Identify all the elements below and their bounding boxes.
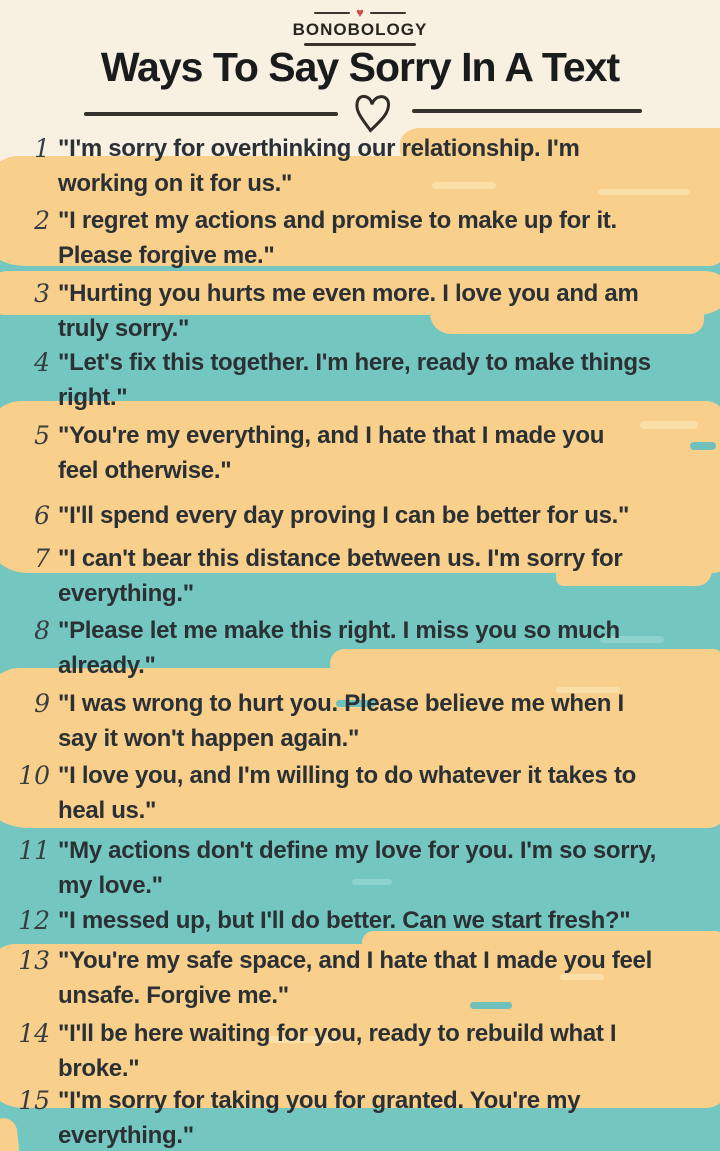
quote-text [58, 943, 652, 1013]
quote-text [58, 418, 604, 488]
quote-text [58, 345, 651, 415]
quote-line: "My actions don't define my love for you. I'm so sorry, [58, 837, 656, 864]
list-item [12, 498, 712, 533]
quote-line: "I can't bear this distance between us. I'm sorry for [58, 545, 623, 572]
quote-line: "I'm sorry for taking you for granted. You're my [58, 1087, 581, 1114]
quote-text [58, 1016, 616, 1086]
quote-line: "I was wrong to hurt you. Please believe me when I [58, 690, 624, 717]
item-number: 4 [34, 348, 50, 377]
list-item [12, 613, 712, 683]
item-number: 15 [18, 1086, 50, 1115]
list-item [12, 203, 712, 273]
quote-text [58, 758, 636, 828]
item-number: 14 [18, 1019, 50, 1048]
item-number: 9 [34, 689, 50, 718]
quote-line: Please forgive me." [58, 242, 275, 269]
quote-text [58, 613, 620, 683]
list-item [12, 541, 712, 611]
list-item [12, 758, 712, 828]
list-item [12, 276, 712, 346]
divider-rule-right [412, 109, 642, 113]
item-number: 1 [34, 134, 50, 163]
quote-line: "Hurting you hurts me even more. I love you and am [58, 280, 639, 307]
quote-text [58, 1083, 580, 1151]
quote-line: broke." [58, 1055, 140, 1082]
quote-line: "I regret my actions and promise to make up for it. [58, 207, 617, 234]
quote-line: "I'll spend every day proving I can be better for us." [58, 502, 630, 529]
quote-line: feel otherwise." [58, 457, 232, 484]
quote-text [58, 276, 639, 346]
list-item [12, 131, 712, 201]
quote-text [58, 541, 622, 611]
item-number: 12 [18, 906, 50, 935]
item-number: 7 [34, 544, 50, 573]
heart-icon: ♥ [356, 5, 364, 20]
quote-line: "You're my safe space, and I hate that I made you feel [58, 947, 652, 974]
quote-text [58, 203, 617, 273]
quote-text [58, 833, 656, 903]
divider-rule-left [84, 112, 338, 116]
quote-line: "I'll be here waiting for you, ready to rebuild what I [58, 1020, 617, 1047]
quote-line: "Let's fix this together. I'm here, ready to make things [58, 349, 651, 376]
logo-rule-left [314, 12, 350, 14]
list-item [12, 903, 712, 938]
quote-text [58, 131, 580, 201]
quote-line: say it won't happen again." [58, 725, 360, 752]
list-item [12, 686, 712, 756]
quote-line: truly sorry." [58, 315, 190, 342]
list-item [12, 1016, 712, 1086]
quote-line: right." [58, 384, 128, 411]
quote-text [58, 498, 629, 533]
quote-line: everything." [58, 1122, 194, 1149]
quote-line: unsafe. Forgive me." [58, 982, 289, 1009]
list-item [12, 943, 712, 1013]
page-title: Ways To Say Sorry In A Text [100, 44, 620, 90]
quote-line: "I love you, and I'm willing to do whatever it takes to [58, 762, 637, 789]
item-number: 3 [34, 279, 50, 308]
brand-name: BONOBOLOGY [292, 20, 428, 39]
quote-line: everything." [58, 580, 194, 607]
quote-text [58, 686, 624, 756]
quote-line: "I messed up, but I'll do better. Can we start fresh?" [58, 907, 631, 934]
quote-line: "Please let me make this right. I miss you so much [58, 617, 620, 644]
list-item [12, 418, 712, 488]
item-number: 13 [18, 946, 50, 975]
quote-line: heal us." [58, 797, 157, 824]
brand-logo [0, 7, 720, 46]
logo-rule-right [370, 12, 406, 14]
list-item [12, 833, 712, 903]
quote-line: "You're my everything, and I hate that I made you [58, 422, 605, 449]
list-item [12, 1083, 712, 1151]
quote-line: my love." [58, 872, 163, 899]
item-number: 6 [34, 501, 50, 530]
quote-line: "I'm sorry for overthinking our relationship. I'm [58, 135, 580, 162]
item-number: 2 [34, 206, 50, 235]
item-number: 5 [34, 421, 50, 450]
quote-text [58, 903, 630, 938]
item-number: 11 [18, 836, 50, 865]
quote-line: already." [58, 652, 156, 679]
quote-line: working on it for us." [58, 170, 293, 197]
item-number: 8 [34, 616, 50, 645]
list-item [12, 345, 712, 415]
item-number: 10 [18, 761, 50, 790]
